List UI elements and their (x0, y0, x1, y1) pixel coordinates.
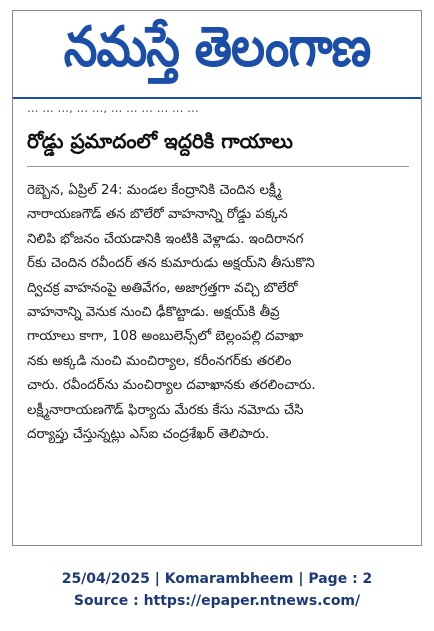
article-line: గాయాలు కాగా, 108 అంబులెన్స్‌లో బెల్లంపల్లి దవాఖా (27, 329, 304, 345)
article-line: నారాయణగౌడ్ తన బొలేరో వాహనాన్ని రోడ్డు పక్కన (27, 207, 288, 223)
article-line: నకు అక్కడి నుంచి మంచిర్యాల, కరీంనగర్‌కు తరలిం (27, 353, 292, 369)
edition-meta: 25/04/2025 | Komarambheem | Page : 2 (61, 571, 373, 587)
article-line: నిలిపి భోజనం చేయడానికి ఇంటికి వెళ్లాడు. ఇందిరానగ (27, 231, 304, 247)
masthead-rule (13, 97, 421, 99)
source-link[interactable]: Source : https://epaper.ntnews.com/ (73, 593, 361, 609)
masthead (13, 11, 421, 97)
article-line: చారు. రవీందర్‌ను మంచిర్యాల దవాఖానకు తరలించారు. (27, 378, 316, 394)
article-line: లక్ష్మీనారాయణగౌడ్ ఫిర్యాదు మేరకు కేసు నమోదు చేసి (27, 402, 304, 418)
page-footer (0, 568, 434, 612)
masthead-title: నమస్తే తెలంగాణ (63, 14, 371, 80)
article-line: ద్విచక్ర వాహనంపై అతివేగం, అజాగ్రత్తగా వచ్చి బొలేరో (27, 280, 298, 296)
article-headline: రోడ్డు ప్రమాదంలో ఇద్దరికి గాయాలు (27, 129, 409, 167)
article-line: దర్యాప్తు చేస్తున్నట్లు ఎస్ఐ చంద్రశేఖర్ తెలిపారు. (27, 427, 270, 443)
article-body (27, 179, 409, 447)
cut-off-text-line: ... ... ..., ... ..., ... ... ... ... ... ... (27, 101, 199, 113)
article-line: వాహనాన్ని వెనుక నుంచి ఢీకొట్టాడు. అక్షయ్‌కి తీవ్ర (27, 305, 280, 321)
article-line: రెబ్బెన, ఏప్రిల్ 24: మండల కేంద్రానికి చెందిన లక్ష్మీ (27, 183, 282, 198)
article-line: ర్‌కు చెందిన రవీందర్ తన కుమారుడు అక్షయ్‌ని తీసుకొని (27, 256, 315, 272)
newspaper-clipping (12, 10, 422, 546)
